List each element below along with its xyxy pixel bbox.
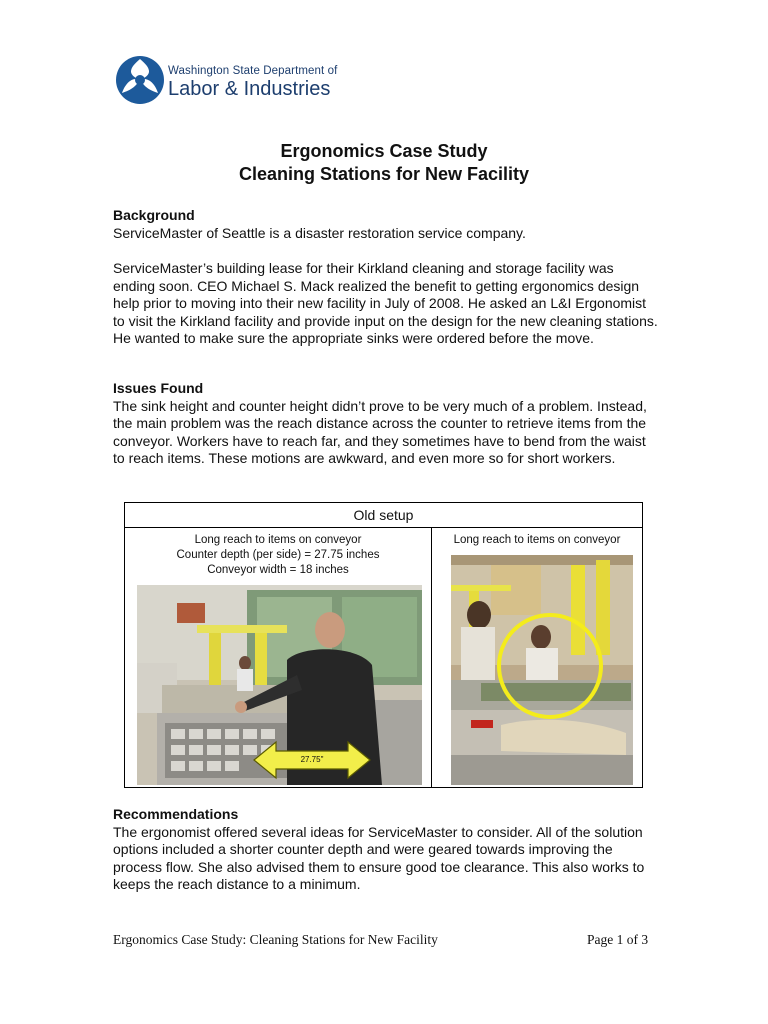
logo-line-2: Labor & Industries (168, 78, 331, 100)
recommendations-heading: Recommendations (113, 806, 239, 822)
dimension-arrow-label: 27.75" (300, 755, 324, 764)
page-title: Ergonomics Case Study (280, 141, 488, 161)
issues-heading: Issues Found (113, 380, 204, 396)
background-section (113, 207, 658, 242)
old-setup-table (124, 502, 643, 788)
lease-paragraph: ServiceMaster’s building lease for their Kirkland cleaning and storage facility was ending soon. CEO Michael S. Mack realized the benefit to getting ergonomics design help prior to moving into their new facility in July of 2008. He asked an L&I Ergonomist to visit the Kirkland facility and provide input on the design for the new cleaning stations. He wanted to make sure the appropriate sinks were ordered before the move. (113, 260, 658, 347)
lni-logo-icon (114, 55, 166, 105)
background-heading: Background (113, 207, 195, 223)
logo-line-1: Washington State Department of (168, 65, 338, 77)
recommendations-text: The ergonomist offered several ideas for ServiceMaster to consider. All of the solution options included a shorter counter depth and were geared towards improving the process flow. She also advised them to ensure good toe clearance. This also works to keeps the reach distance to a minimum. (113, 823, 645, 893)
background-text: ServiceMaster of Seattle is a disaster restoration service company. (113, 224, 526, 241)
page-subtitle: Cleaning Stations for New Facility (238, 164, 530, 184)
left-photo-caption (125, 533, 431, 578)
agency-logo (114, 55, 354, 105)
right-photo-caption: Long reach to items on conveyor (453, 534, 621, 546)
old-setup-header: Old setup (125, 503, 642, 528)
left-caption-line-1: Long reach to items on conveyor (194, 534, 362, 546)
left-caption-line-3: Conveyor width = 18 inches (207, 564, 349, 576)
recommendations-section (113, 806, 658, 894)
issues-section (113, 380, 658, 468)
left-caption-line-2: Counter depth (per side) = 27.75 inches (176, 549, 380, 561)
page-number: Page 1 of 3 (587, 932, 649, 947)
issues-text: The sink height and counter height didn’t prove to be very much of a problem. Instead, the main problem was the reach distance across the counter to retrieve items from the conveyor. Workers have to reach far, and they sometimes have to bend from the waist to reach items. These motions are awkward, and even more so for short workers. (113, 397, 647, 467)
table-column-divider (431, 527, 432, 787)
right-workstation-photo (451, 555, 633, 785)
footer-title: Ergonomics Case Study: Cleaning Stations for New Facility (113, 932, 438, 947)
